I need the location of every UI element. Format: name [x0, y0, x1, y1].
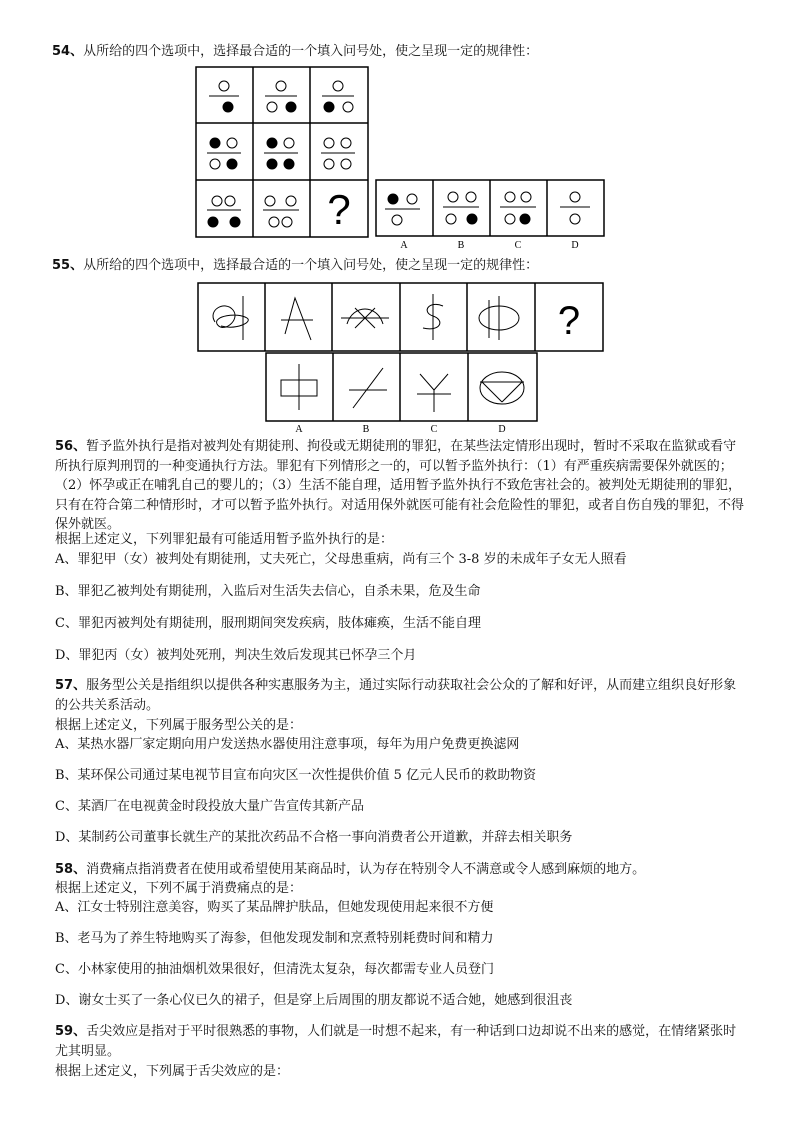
q56-choice-a[interactable]: A、罪犯甲（女）被判处有期徒刑，丈夫死亡，父母患重病，尚有三个 3-8 岁的未成年子女无人照看	[55, 552, 627, 567]
question-54-stem	[52, 42, 538, 62]
question-text: 消费痛点指消费者在使用或希望使用某商品时，认为存在特别令人不满意或令人感到麻烦的地方。	[86, 862, 646, 877]
question-59-stem	[55, 1022, 745, 1061]
q55-option-a-label: A	[295, 424, 303, 434]
question-number: 56、	[55, 439, 87, 454]
q54-option-c-label: C	[514, 240, 522, 251]
q57-choice-a[interactable]: A、某热水器厂家定期向用户发送热水器使用注意事项，每年为用户免费更换滤网	[55, 737, 520, 752]
question-text: 暂予监外执行是指对被判处有期徒刑、拘役或无期徒刑的罪犯，在某些法定情形出现时，暂时不采取在监狱或看守所执行原判刑罚的一种变通执行方法。罪犯有下列情形之一的，可以暂予监外执行：（1）有严重疾病需要保外就医的；（2）怀孕或正在哺乳自己的婴儿的；（3）生活不能自理，适用暂予监外执行不致危害社会的。被判处无期徒刑的罪犯，只有在符合第二种情形时，才可以暂予监外执行。对适用保外就医可能有社会危险性的罪犯，或者自伤自残的罪犯，不得保外就医。	[55, 439, 745, 532]
q56-choice-c[interactable]: C、罪犯丙被判处有期徒刑，服刑期间突发疾病，肢体瘫痪，生活不能自理	[55, 616, 481, 631]
q54-option-d-label: D	[571, 240, 579, 251]
question-number: 59、	[55, 1024, 87, 1039]
q54-question-mark: ?	[327, 186, 351, 233]
q58-choice-d[interactable]: D、谢女士买了一条心仪已久的裙子，但是穿上后周围的朋友都说不适合她，她感到很沮丧	[55, 993, 573, 1008]
question-58-stem	[55, 860, 745, 880]
q55-option-b-label: B	[362, 424, 370, 434]
q54-options	[375, 179, 605, 251]
q55-options	[265, 352, 540, 434]
question-57-prompt: 根据上述定义，下列属于服务型公关的是：	[55, 718, 303, 733]
q54-figure-grid	[195, 66, 370, 238]
question-58-prompt: 根据上述定义，下列不属于消费痛点的是：	[55, 881, 303, 896]
q54-option-a-figure	[388, 194, 398, 204]
question-text: 从所给的四个选项中，选择最合适的一个填入问号处，使之呈现一定的规律性：	[83, 258, 539, 273]
q55-option-c-label: C	[430, 424, 438, 434]
q55-option-d-label: D	[498, 424, 506, 434]
q55-figure-row	[197, 282, 605, 354]
question-56-prompt: 根据上述定义，下列罪犯最有可能适用暂予监外执行的是：	[55, 532, 394, 547]
question-57-stem	[55, 676, 745, 715]
question-number: 55、	[52, 258, 84, 273]
q57-choice-b[interactable]: B、某环保公司通过某电视节目宣布向灾区一次性提供价值 5 亿元人民币的救助物资	[55, 768, 537, 783]
question-text: 舌尖效应是指对于平时很熟悉的事物，人们就是一时想不起来，有一种话到口边却说不出来的感觉，在情绪紧张时尤其明显。	[55, 1024, 737, 1059]
q57-choice-d[interactable]: D、某制药公司董事长就生产的某批次药品不合格一事向消费者公开道歉，并辞去相关职务	[55, 830, 573, 845]
q56-choice-b[interactable]: B、罪犯乙被判处有期徒刑，入监后对生活失去信心，自杀未果，危及生命	[55, 584, 481, 599]
question-number: 58、	[55, 862, 87, 877]
question-number: 57、	[55, 678, 87, 693]
question-56-stem	[55, 437, 745, 535]
q57-choice-c[interactable]: C、某酒厂在电视黄金时段投放大量广告宣传其新产品	[55, 799, 364, 814]
q54-option-b-label: B	[457, 240, 465, 251]
question-59-prompt: 根据上述定义，下列属于舌尖效应的是：	[55, 1064, 290, 1079]
question-number: 54、	[52, 44, 84, 59]
q55-question-mark: ?	[557, 299, 581, 343]
question-text: 从所给的四个选项中，选择最合适的一个填入问号处，使之呈现一定的规律性：	[83, 44, 539, 59]
q54-option-a-label: A	[400, 240, 408, 251]
q58-choice-c[interactable]: C、小林家使用的抽油烟机效果很好，但清洗太复杂，每次都需专业人员登门	[55, 962, 494, 977]
q58-choice-a[interactable]: A、江女士特别注意美容，购买了某品牌护肤品，但她发现使用起来很不方便	[55, 900, 494, 915]
question-text: 服务型公关是指组织以提供各种实惠服务为主，通过实际行动获取社会公众的了解和好评，从而建立组织良好形象的公共关系活动。	[55, 678, 737, 713]
question-55-stem	[52, 256, 538, 276]
q56-choice-d[interactable]: D、罪犯丙（女）被判处死刑，判决生效后发现其已怀孕三个月	[55, 648, 417, 663]
q58-choice-b[interactable]: B、老马为了养生特地购买了海参，但他发现发制和烹煮特别耗费时间和精力	[55, 931, 494, 946]
